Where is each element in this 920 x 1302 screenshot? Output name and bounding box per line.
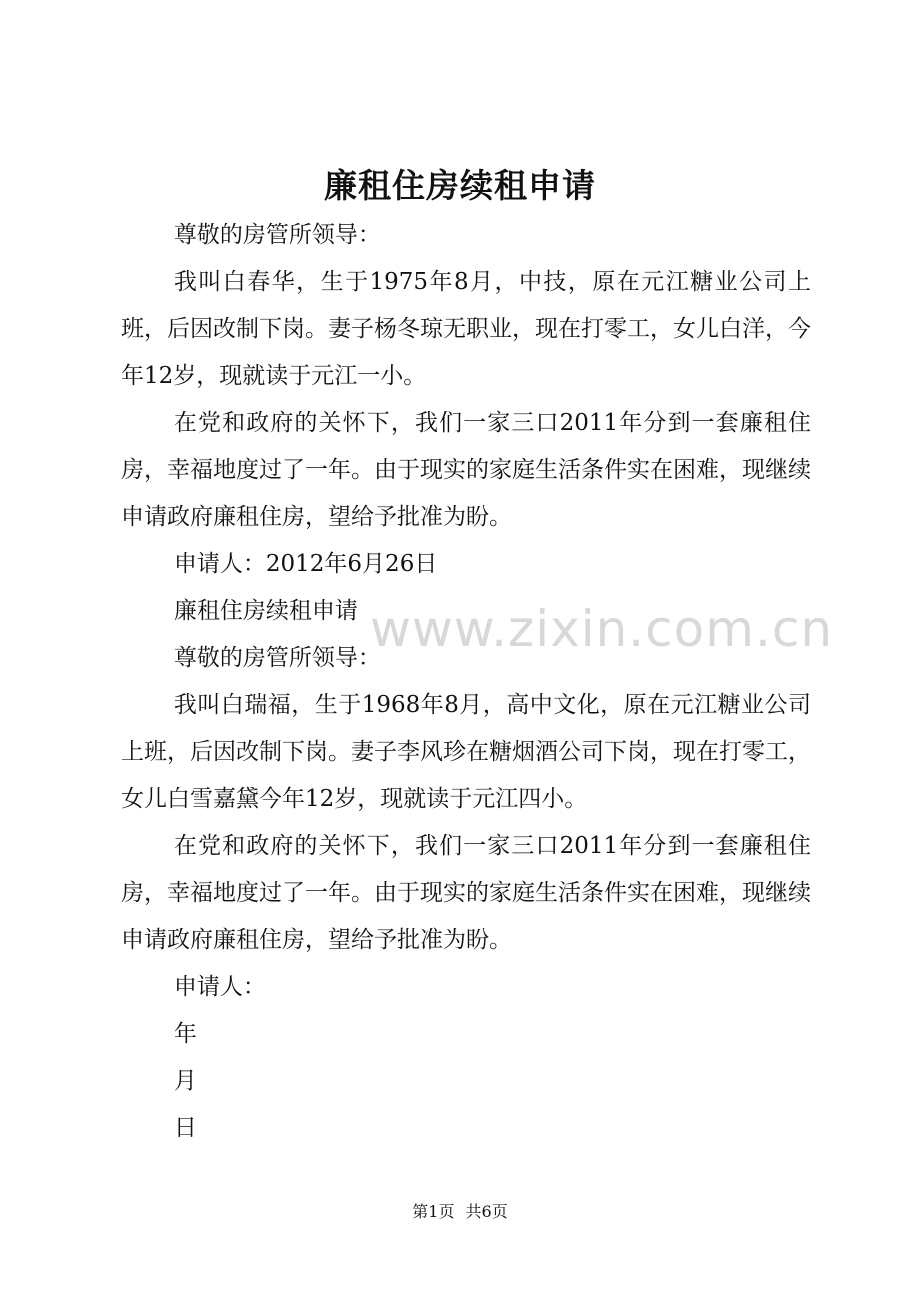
page-footer — [0, 1200, 920, 1224]
document-body — [121, 212, 811, 1152]
second-title: 廉租住房续租申请 — [173, 598, 358, 624]
signature-date: 申请人：2012年6月26日 — [173, 551, 438, 577]
paragraph-request-2: 在党和政府的关怀下，我们一家三口2011年分到一套廉租住房，幸福地度过了一年。由于现实的家庭生活条件实在困难，现继续申请政府廉租住房，望给予批准为盼。 — [121, 833, 811, 953]
salutation: 尊敬的房管所领导： — [173, 222, 381, 248]
paragraph-request: 在党和政府的关怀下，我们一家三口2011年分到一套廉租住房，幸福地度过了一年。由于现实的家庭生活条件实在困难，现继续申请政府廉租住房，望给予批准为盼。 — [121, 410, 811, 530]
date-month: 月 — [173, 1068, 197, 1094]
watermark: www.zixin.com.cn — [370, 600, 834, 658]
page-total: 共6页 — [465, 1202, 508, 1221]
paragraph-applicant-info-2: 我叫白瑞福，生于1968年8月，高中文化，原在元江糖业公司上班，后因改制下岗。妻子李风珍在糖烟酒公司下岗，现在打零工，女儿白雪嘉黛今年12岁，现就读于元江四小。 — [121, 692, 811, 812]
document-title: 廉租住房续租申请 — [324, 166, 596, 205]
signature-label-2: 申请人： — [173, 974, 266, 1000]
date-day: 日 — [173, 1115, 197, 1141]
page-number: 第1页 — [412, 1202, 455, 1221]
paragraph-applicant-info: 我叫白春华，生于1975年8月，中技，原在元江糖业公司上班，后因改制下岗。妻子杨冬琼无职业，现在打零工，女儿白洋，今年12岁，现就读于元江一小。 — [121, 269, 811, 389]
date-year: 年 — [173, 1021, 197, 1047]
salutation-2: 尊敬的房管所领导： — [173, 645, 381, 671]
